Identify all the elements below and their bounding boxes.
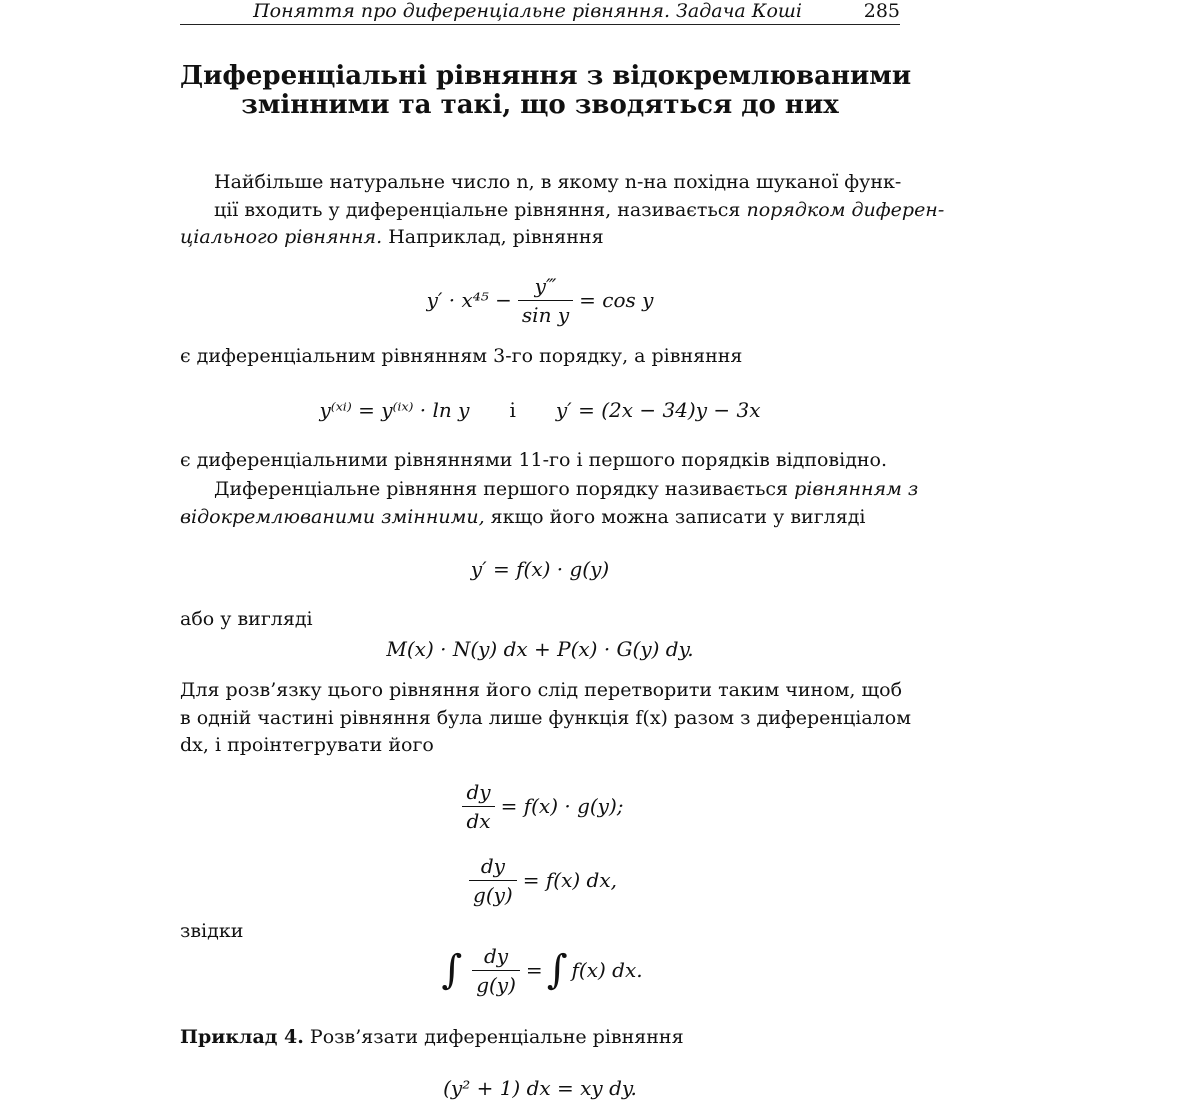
equation-2 xyxy=(180,394,900,426)
fraction xyxy=(462,780,494,833)
paragraph: є диференціальними рівняннями 11-го і першого порядків відповідно. xyxy=(180,449,888,471)
numerator: dy xyxy=(480,853,505,878)
paragraph: є диференціальним рівнянням 3-го порядку, а рівняння xyxy=(180,345,743,367)
numerator: dy xyxy=(466,779,491,804)
fraction xyxy=(518,274,573,327)
text-line xyxy=(180,224,900,252)
section-title xyxy=(180,61,912,120)
text-run: якщо його можна записати у вигляді xyxy=(484,505,866,528)
section-title-line-2: змінними та такі, що зводяться до них xyxy=(241,90,839,120)
text-line: Для розв’язку цього рівняння його слід перетворити таким чином, щоб xyxy=(180,679,903,701)
denominator: sin y xyxy=(518,300,573,327)
numerator: dy xyxy=(484,943,509,968)
equation-5 xyxy=(180,778,900,834)
text-line xyxy=(180,476,919,504)
eq-conjunction: і xyxy=(509,398,516,422)
equation-8 xyxy=(180,1074,900,1102)
eq-text: = f(x) · g(y); xyxy=(500,794,624,818)
text-run: ції входить у диференціальне рівняння, називається xyxy=(214,198,747,221)
example-text: Розв’язати диференціальне рівняння xyxy=(303,1026,684,1048)
running-head xyxy=(180,0,900,25)
eq-text: y⁽ˣⁱ⁾ = y⁽ⁱˣ⁾ · ln y xyxy=(319,398,470,422)
page-number: 285 xyxy=(863,0,900,22)
emphasis-term: відокремлюваними змінними, xyxy=(180,505,485,528)
eq-text: = f(x) dx, xyxy=(522,868,617,892)
numerator: y‴ xyxy=(534,273,557,298)
equation-3 xyxy=(180,553,900,585)
eq-text: y′ · x⁴⁵ − xyxy=(426,288,512,312)
equation-6 xyxy=(180,851,900,909)
emphasis-term: рівнянням з xyxy=(794,478,919,500)
eq-text: y′ = (2x − 34)y − 3x xyxy=(555,398,761,422)
equation-1 xyxy=(180,272,900,328)
fraction xyxy=(472,944,520,997)
text-line: Найбільше натуральне число n, в якому n-на похідна шуканої функ- xyxy=(214,171,902,193)
integral-sign: ∫ xyxy=(441,947,463,993)
text-run: Наприклад, рівняння xyxy=(382,226,604,248)
text-line xyxy=(180,504,900,532)
equation-7 xyxy=(180,940,900,1000)
denominator: g(y) xyxy=(472,970,520,997)
eq-text: = cos y xyxy=(579,288,654,312)
eq-equals: = xyxy=(525,958,543,982)
eq-text: y′ = f(x) · g(y) xyxy=(470,557,610,581)
paragraph-separable-definition xyxy=(180,476,919,531)
paragraph: або у вигляді xyxy=(180,608,313,630)
paragraph-order-definition xyxy=(180,169,945,252)
eq-text: M(x) · N(y) dx + P(x) · G(y) dy. xyxy=(386,637,694,661)
fraction xyxy=(469,854,517,907)
paragraph-method xyxy=(180,677,911,760)
paragraph: звідки xyxy=(180,920,244,942)
book-page xyxy=(180,0,945,1103)
emphasis-term: ціального рівняння. xyxy=(180,226,383,248)
equation-4 xyxy=(180,633,900,665)
emphasis-term: порядком диферен- xyxy=(746,198,945,221)
text-line: в одній частині рівняння була лише функція f(x) разом з диференціалом xyxy=(180,706,911,729)
eq-text: (y² + 1) dx = xy dy. xyxy=(443,1076,637,1100)
section-title-line-1: Диференціальні рівняння з відокремлюваними xyxy=(180,61,912,91)
running-title: Поняття про диференціальне рівняння. Задача Коші xyxy=(253,0,802,22)
text-line xyxy=(180,197,945,225)
example-label: Приклад 4. xyxy=(180,1026,304,1048)
eq-text: f(x) dx. xyxy=(571,958,643,982)
denominator: g(y) xyxy=(469,880,517,907)
text-run: Диференціальне рівняння першого порядку називається xyxy=(214,478,795,500)
example-heading xyxy=(180,1024,900,1052)
text-line: dx, і проінтегрувати його xyxy=(180,734,434,756)
integral-sign: ∫ xyxy=(546,947,568,993)
denominator: dx xyxy=(462,806,494,833)
